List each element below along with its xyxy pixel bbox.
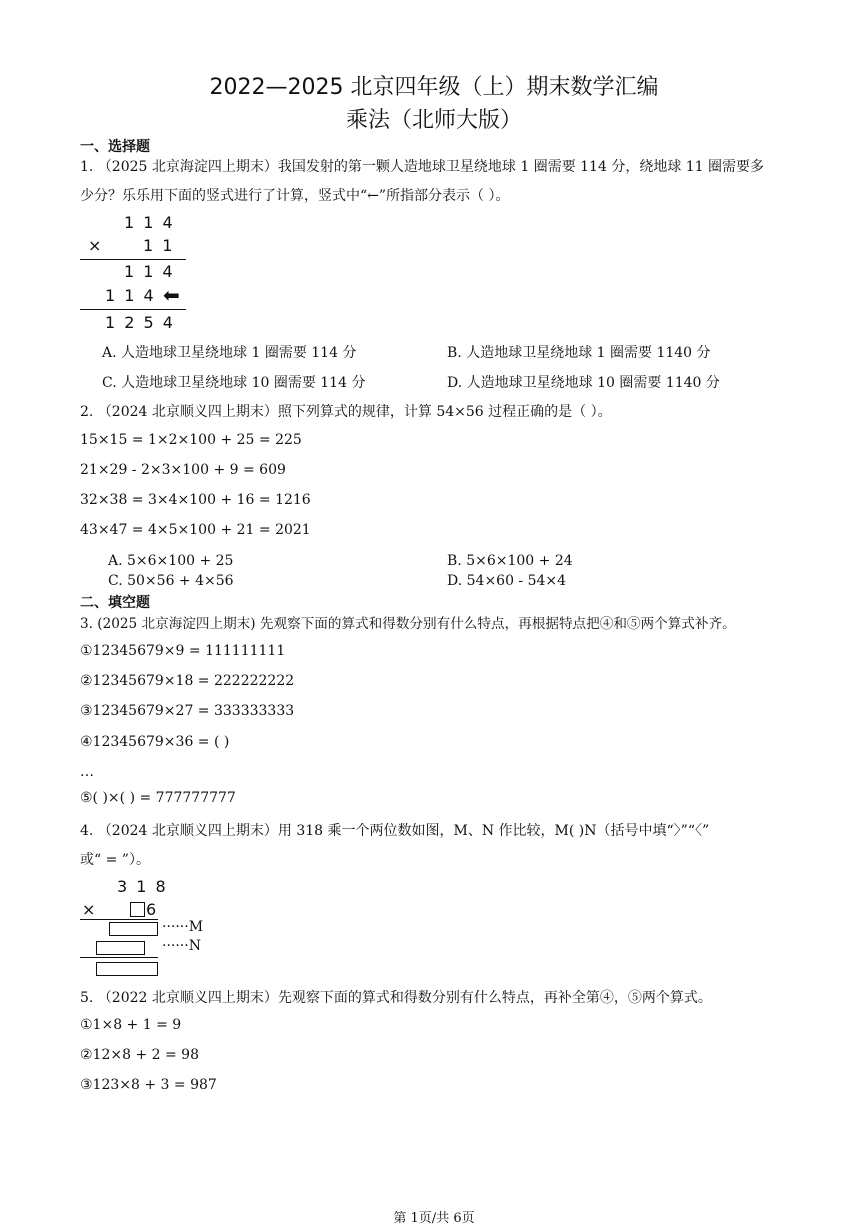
q4-text-line2: 或“ = ”）。 <box>80 852 150 868</box>
q1-option-c: C. 人造地球卫星绕地球 10 圈需要 114 分 <box>102 375 366 391</box>
q4-calc-line2 <box>80 957 158 958</box>
partial-product-m-box <box>109 922 158 936</box>
page-title: 2022—2025 北京四年级（上）期末数学汇编 <box>209 75 659 100</box>
q1-text-line1: 1. （2025 北京海淀四上期末）我国发射的第一颗人造地球卫星绕地球 1 圈需要 114 分，绕地球 11 圈需要多 <box>80 159 765 175</box>
q2-equation-4: 43×47 = 4×5×100 + 21 = 2021 <box>80 522 311 538</box>
q3-equation-5-blank: ⑤( )×( ) = 777777777 <box>80 790 236 806</box>
q4-calc-six: 6 <box>146 900 159 919</box>
q3-equation-4-blank: ④12345679×36 = ( ) <box>80 734 230 750</box>
q2-option-d: D. 54×60 - 54×4 <box>447 573 567 589</box>
q2-text-line1: 2. （2024 北京顺义四上期末）照下列算式的规律，计算 54×56 过程正确的是（ ）。 <box>80 404 612 420</box>
q1-calc-row3: 1 1 4 <box>124 262 175 281</box>
q1-option-b: B. 人造地球卫星绕地球 1 圈需要 1140 分 <box>447 345 711 361</box>
q1-option-d: D. 人造地球卫星绕地球 10 圈需要 1140 分 <box>447 375 720 391</box>
q2-option-c: C. 50×56 + 4×56 <box>108 573 234 589</box>
q3-equation-3: ③12345679×27 = 333333333 <box>80 703 295 719</box>
q3-equation-1: ①12345679×9 = 111111111 <box>80 643 286 659</box>
page-number: 第 1页/共 6页 <box>393 1211 475 1226</box>
page-subtitle: 乘法（北师大版） <box>345 108 522 133</box>
left-arrow-icon: ⬅ <box>163 283 180 307</box>
q5-equation-2: ②12×8 + 2 = 98 <box>80 1047 199 1063</box>
q2-equation-2: 21×29 - 2×3×100 + 9 = 609 <box>80 462 286 478</box>
q1-calc-row5: 1 2 5 4 <box>105 313 175 332</box>
q5-text-line1: 5. （2022 北京顺义四上期末）先观察下面的算式和得数分别有什么特点，再补全第④，⑤两个算式。 <box>80 990 712 1006</box>
partial-product-n-box <box>96 941 145 955</box>
q4-calc-label-m: ······M <box>162 919 204 935</box>
q1-calc-line2 <box>80 309 186 310</box>
q1-option-a: A. 人造地球卫星绕地球 1 圈需要 114 分 <box>102 345 357 361</box>
product-box <box>96 962 158 976</box>
q1-calc-row2: 1 1 <box>143 236 175 255</box>
q2-equation-1: 15×15 = 1×2×100 + 25 = 225 <box>80 432 302 448</box>
q4-calc-label-n: ······N <box>162 938 201 954</box>
q3-text-line1: 3. (2025 北京海淀四上期末) 先观察下面的算式和得数分别有什么特点，再根据特点把④和⑤两个算式补齐。 <box>80 616 736 632</box>
q4-calc-row1: 3 1 8 <box>117 877 168 896</box>
q3-equation-2: ②12345679×18 = 222222222 <box>80 673 295 689</box>
q4-text-line1: 4. （2024 北京顺义四上期末）用 318 乘一个两位数如图，M、N 作比较，M( )N（括号中填“〉”“〈” <box>80 823 710 839</box>
q4-calc-line1 <box>80 919 158 920</box>
q1-calc-row4: 1 1 4 <box>105 286 156 305</box>
q4-calc-times: × <box>82 900 98 919</box>
section-heading-choice: 一、选择题 <box>80 139 150 155</box>
q3-ellipsis: … <box>80 764 94 780</box>
q1-calc-times: × <box>88 236 104 255</box>
unknown-digit-box <box>130 902 145 917</box>
q2-equation-3: 32×38 = 3×4×100 + 16 = 1216 <box>80 492 311 508</box>
q5-equation-3: ③123×8 + 3 = 987 <box>80 1077 217 1093</box>
q2-option-b: B. 5×6×100 + 24 <box>447 553 573 569</box>
q5-equation-1: ①1×8 + 1 = 9 <box>80 1017 182 1033</box>
section-heading-fill: 二、填空题 <box>80 595 150 611</box>
q1-calc-line1 <box>80 259 186 260</box>
q1-text-line2: 少分？乐乐用下面的竖式进行了计算，竖式中“←”所指部分表示（ ）。 <box>80 188 510 204</box>
q1-calc-row1: 1 1 4 <box>124 213 175 232</box>
q2-option-a: A. 5×6×100 + 25 <box>108 553 234 569</box>
